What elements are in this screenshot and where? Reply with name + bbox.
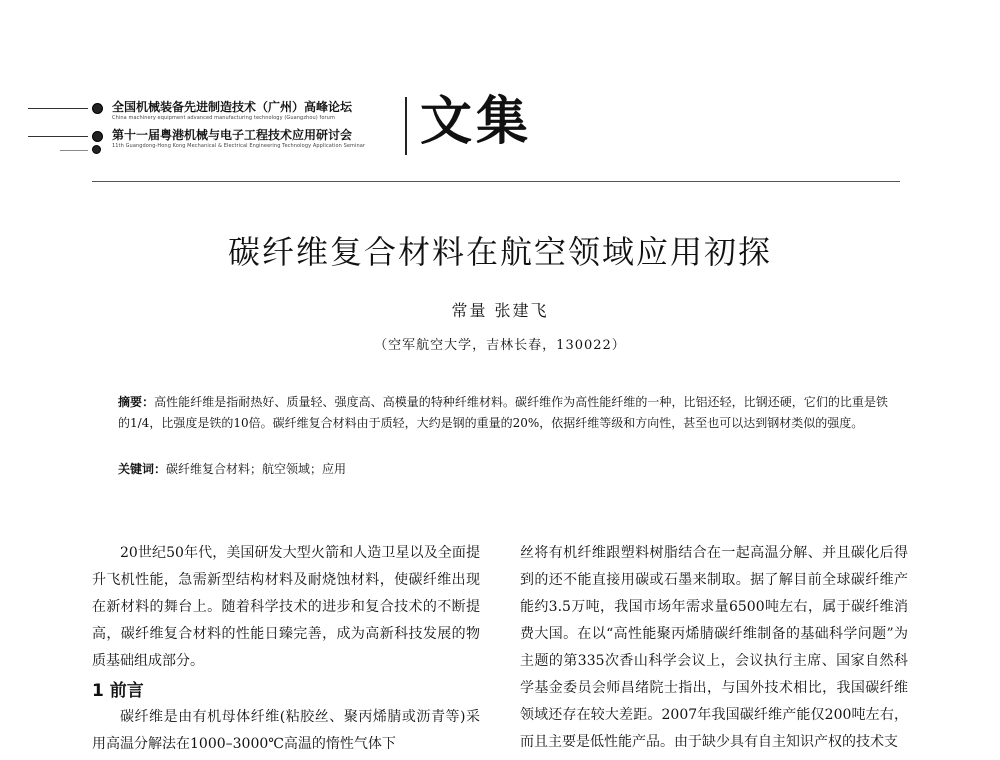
header-separator xyxy=(92,181,900,182)
abstract-label: 摘要： xyxy=(118,395,155,409)
bullet-icon xyxy=(92,131,103,142)
right-paragraph: 丝将有机纤维跟塑料树脂结合在一起高温分解、并且碳化后得到的还不能直接用碳或石墨来制取。据了解目前全球碳纤维产能约3.5万吨，我国市场年需求量6500吨左右，属于碳纤维消费大国。在以“高性能聚丙烯腈碳纤维制备的基础科学问题”为主题的第335次香山科学会议上，会议执行主席、国家自然科学基金委员会师昌绪院士指出，与国外技术相比，我国碳纤维领域还存在较大差距。2007年我国碳纤维产能仅200吨左右，而且主要是低性能产品。由于缺少具有自主知识产权的技术支 xyxy=(520,545,908,750)
left-column xyxy=(92,540,480,675)
header-rule-3 xyxy=(60,150,88,151)
left-column-section1 xyxy=(92,704,480,758)
header-divider xyxy=(405,97,407,155)
paper-affiliation: （空军航空大学，吉林长春，130022） xyxy=(374,338,626,353)
right-column xyxy=(520,540,908,756)
collection-label: 文集 xyxy=(420,91,533,152)
seminar-title-en: 11th Guangdong-Hong Kong Mechanical & Electrical Engineering Technology Application Seminar xyxy=(112,143,366,149)
section1-paragraph: 碳纤维是由有机母体纤维(粘胶丝、聚丙烯腈或沥青等)采用高温分解法在1000–3000℃高温的惰性气体下 xyxy=(92,709,480,752)
seminar-title-cn: 第十一届粤港机械与电子工程技术应用研讨会 xyxy=(112,128,353,142)
paper-authors: 常量 张建飞 xyxy=(451,301,549,320)
forum-title-cn: 全国机械装备先进制造技术（广州）高峰论坛 xyxy=(112,100,353,114)
keywords xyxy=(118,459,888,480)
abstract-text: 高性能纤维是指耐热好、质量轻、强度高、高模量的特种纤维材料。碳纤维作为高性能纤维的一种，比铝还轻，比钢还硬，它们的比重是铁的1/4，比强度是铁的10倍。碳纤维复合材料由于质轻，大约是钢的重量的20%，依据纤维等级和方向性，甚至也可以达到钢材类似的强度。 xyxy=(118,395,888,430)
paper-title: 碳纤维复合材料在航空领域应用初探 xyxy=(227,233,772,271)
bullet-icon xyxy=(92,103,103,114)
keywords-text: 碳纤维复合材料；航空领域；应用 xyxy=(166,462,347,476)
bullet-icon xyxy=(92,145,101,154)
forum-title-en: China machinery equipment advanced manufacturing technology (Guangzhou) forum xyxy=(112,115,335,121)
section-heading: 1 前言 xyxy=(92,681,144,701)
intro-paragraph: 20世纪50年代，美国研发大型火箭和人造卫星以及全面提升飞机性能，急需新型结构材料及耐烧蚀材料，使碳纤维出现在新材料的舞台上。随着科学技术的进步和复合技术的不断提高，碳纤维复合材料的性能日臻完善，成为高新科技发展的物质基础组成部分。 xyxy=(92,545,480,669)
keywords-label: 关键词： xyxy=(118,462,167,476)
header-rule-2 xyxy=(28,136,88,137)
header-rule-1 xyxy=(28,108,88,109)
abstract xyxy=(118,392,888,434)
